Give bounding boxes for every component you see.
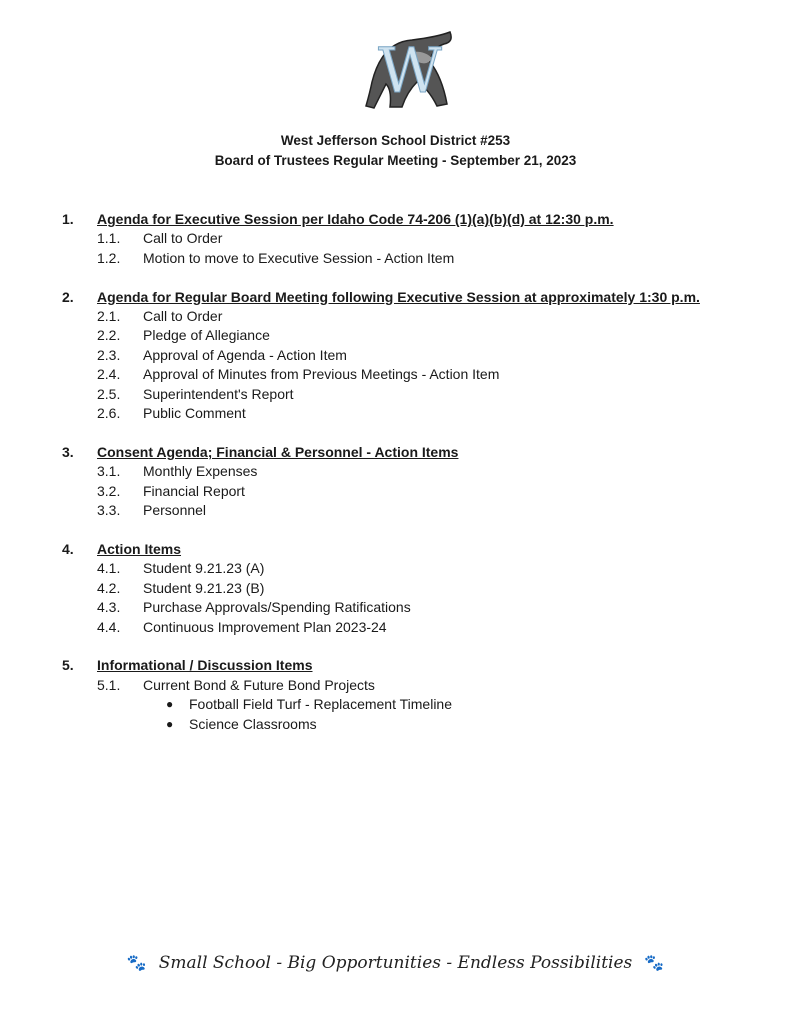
- item-number: 2.4.: [97, 366, 121, 383]
- section-number: 1.: [62, 211, 74, 227]
- svg-text:W: W: [378, 34, 442, 107]
- district-title: West Jefferson School District #253: [280, 133, 511, 148]
- item-label: Student 9.21.23 (A): [143, 560, 265, 577]
- agenda-item: [0, 229, 791, 248]
- agenda-item: [0, 385, 791, 404]
- section-heading: [0, 443, 791, 462]
- item-number: 2.3.: [97, 346, 121, 363]
- item-number: 3.1.: [97, 463, 121, 480]
- item-label: Approval of Minutes from Previous Meetings - Action Item: [143, 366, 500, 383]
- bullet-icon: ●: [166, 716, 174, 731]
- agenda-section: [0, 210, 791, 268]
- section-title: Agenda for Executive Session per Idaho Code 74-206 (1)(a)(b)(d) at 12:30 p.m.: [97, 211, 614, 227]
- agenda-item: [0, 326, 791, 345]
- item-label: Call to Order: [143, 308, 223, 325]
- item-label: Motion to move to Executive Session - Action Item: [143, 249, 455, 266]
- agenda-item: [0, 676, 791, 695]
- bullet-label: Science Classrooms: [189, 715, 317, 732]
- agenda-section: [0, 656, 791, 734]
- item-label: Monthly Expenses: [143, 463, 258, 480]
- item-number: 2.5.: [97, 385, 121, 402]
- agenda-item: [0, 598, 791, 617]
- agenda-section: [0, 443, 791, 521]
- section-heading: [0, 540, 791, 559]
- agenda-item: [0, 482, 791, 501]
- item-number: 4.2.: [97, 579, 121, 596]
- bullet-item: [0, 695, 791, 714]
- paw-print-icon: 🐾: [126, 953, 147, 972]
- agenda-item: [0, 365, 791, 384]
- agenda-item: [0, 307, 791, 326]
- item-label: Continuous Improvement Plan 2023-24: [143, 618, 387, 635]
- item-number: 2.1.: [97, 308, 121, 325]
- section-heading: [0, 210, 791, 229]
- item-label: Public Comment: [143, 405, 246, 422]
- bullet-label: Football Field Turf - Replacement Timeline: [189, 696, 452, 713]
- item-number: 4.1.: [97, 560, 121, 577]
- footer-tagline: [0, 953, 791, 973]
- item-label: Purchase Approvals/Spending Ratifications: [143, 599, 411, 616]
- tagline-text: Small School - Big Opportunities - Endless Possibilities: [158, 953, 633, 973]
- section-number: 2.: [62, 288, 74, 305]
- agenda-section: [0, 540, 791, 637]
- item-number: 2.6.: [97, 405, 121, 422]
- item-number: 3.3.: [97, 502, 121, 519]
- item-label: Superintendent's Report: [143, 385, 294, 402]
- section-heading: [0, 656, 791, 675]
- agenda-item: [0, 346, 791, 365]
- agenda-item: [0, 618, 791, 637]
- item-label: Financial Report: [143, 482, 245, 499]
- agenda-item: [0, 249, 791, 268]
- agenda-item: [0, 404, 791, 423]
- item-number: 1.1.: [97, 230, 121, 247]
- item-label: Pledge of Allegiance: [143, 327, 270, 344]
- item-number: 4.4.: [97, 618, 121, 635]
- bullet-item: [0, 715, 791, 734]
- item-number: 5.1.: [97, 676, 121, 693]
- section-number: 4.: [62, 540, 74, 557]
- school-logo: [362, 22, 458, 114]
- bullet-icon: ●: [166, 697, 174, 712]
- section-number: 5.: [62, 657, 74, 674]
- item-label: Current Bond & Future Bond Projects: [143, 676, 375, 693]
- section-title: Consent Agenda; Financial & Personnel - Action Items: [97, 443, 459, 460]
- agenda-item: [0, 559, 791, 578]
- agenda-list: [0, 210, 791, 753]
- item-label: Student 9.21.23 (B): [143, 579, 265, 596]
- section-number: 3.: [62, 443, 74, 460]
- section-title: Agenda for Regular Board Meeting following Executive Session at approximately 1:30 p.m.: [97, 288, 700, 305]
- agenda-item: [0, 579, 791, 598]
- item-label: Call to Order: [143, 230, 223, 247]
- item-number: 4.3.: [97, 599, 121, 616]
- agenda-item: [0, 501, 791, 520]
- meeting-title: Board of Trustees Regular Meeting - September 21, 2023: [214, 153, 577, 168]
- item-label: Approval of Agenda - Action Item: [143, 346, 347, 363]
- section-heading: [0, 288, 791, 307]
- paw-print-icon: 🐾: [644, 953, 665, 972]
- agenda-item: [0, 462, 791, 481]
- agenda-section: [0, 288, 791, 424]
- item-label: Personnel: [143, 502, 207, 519]
- item-number: 2.2.: [97, 327, 121, 344]
- item-number: 3.2.: [97, 482, 121, 499]
- section-title: Action Items: [97, 540, 182, 557]
- item-number: 1.2.: [97, 249, 121, 266]
- section-title: Informational / Discussion Items: [97, 657, 313, 674]
